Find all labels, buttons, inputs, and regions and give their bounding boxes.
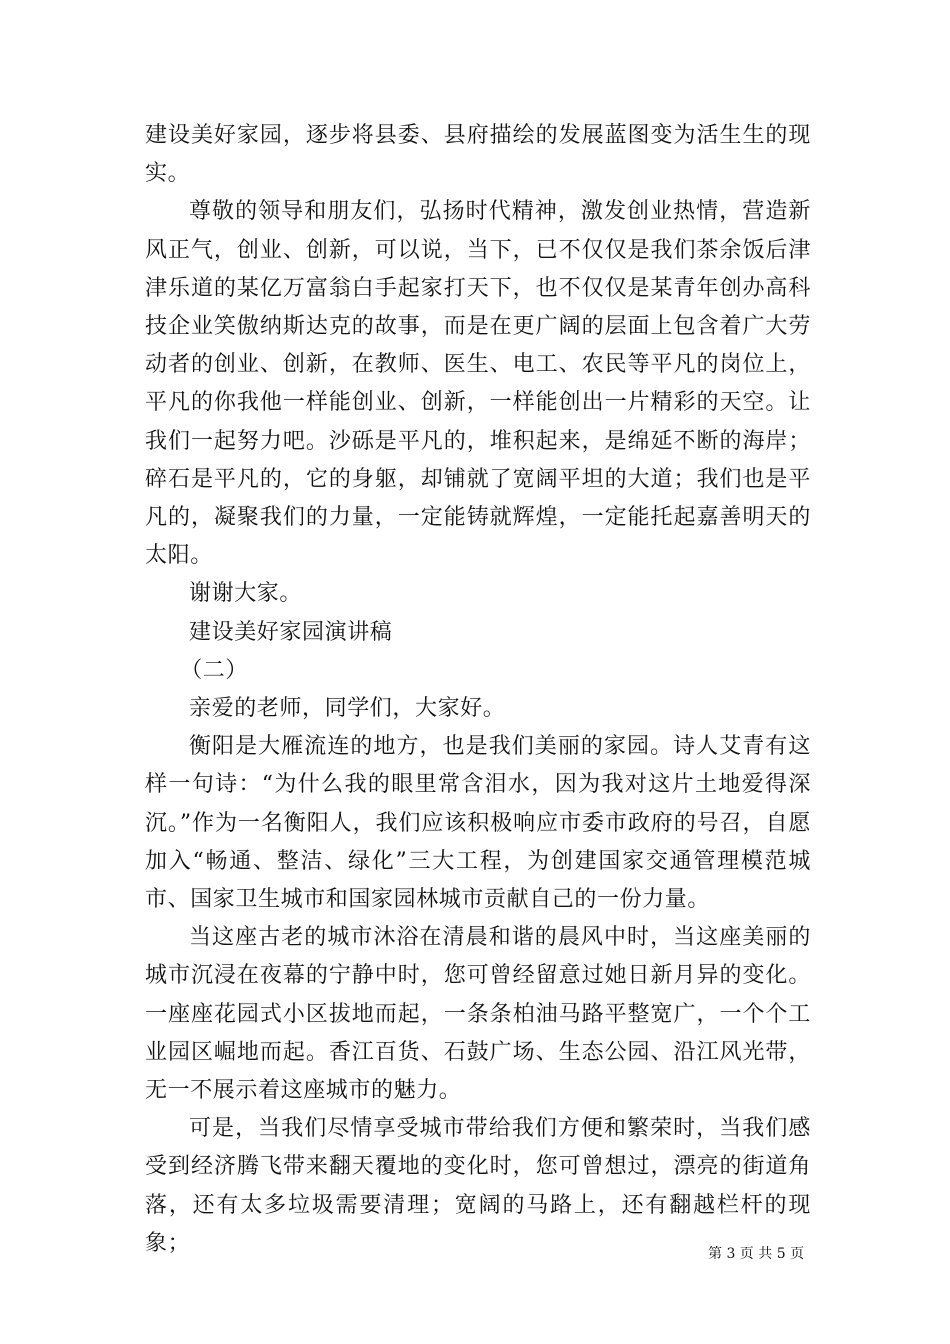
paragraph: 当这座古老的城市沐浴在清晨和谐的晨风中时，当这座美丽的城市沉浸在夜幕的宁静中时，您可曾经留意过她日新月异的变化。一座座花园式小区拔地而起，一条条柏油马路平整宽广，一个个工业园区崛地而起。香江百货、石鼓广场、生态公园、沿江风光带，无一不展示着这座城市的魅力。 <box>145 925 811 1104</box>
paragraph: 可是，当我们尽情享受城市带给我们方便和繁荣时，当我们感受到经济腾飞带来翻天覆地的变化时，您可曾想过，漂亮的街道角落，还有太多垃圾需要清理；宽阔的马路上，还有翻越栏杆的现象； <box>145 1116 811 1256</box>
section-title: 建设美好家园演讲稿 <box>189 619 393 645</box>
paragraph: 建设美好家园，逐步将县委、县府描绘的发展蓝图变为活生生的现实。 <box>145 123 811 187</box>
section-number: （二） <box>180 657 248 683</box>
paragraph: 亲爱的老师，同学们，大家好。 <box>189 696 506 722</box>
page-number-footer: 第 3 页 共 5 页 <box>708 1246 805 1262</box>
paragraph: 尊敬的领导和朋友们，弘扬时代精神，激发创业热情，营造新风正气，创业、创新，可以说，当下，已不仅仅是我们茶余饭后津津乐道的某亿万富翁白手起家打天下，也不仅仅是某青年创办高科技企业笑傲纳斯达克的故事，而是在更广阔的层面上包含着广大劳动者的创业、创新，在教师、医生、电工、农民等平凡的岗位上，平凡的你我他一样能创业、创新，一样能创出一片精彩的天空。让我们一起努力吧。沙砾是平凡的，堆积起来，是绵延不断的海岸；碎石是平凡的，它的身躯，却铺就了宽阔平坦的大道；我们也是平凡的，凝聚我们的力量，一定能铸就辉煌，一定能托起嘉善明天的太阳。 <box>145 199 811 569</box>
paragraph: 衡阳是大雁流连的地方，也是我们美丽的家园。诗人艾青有这样一句诗：“为什么我的眼里常含泪水，因为我对这片土地爱得深沉。”作为一名衡阳人，我们应该积极响应市委市政府的号召，自愿加入“畅通、整洁、绿化”三大工程，为创建国家交通管理模范城市、国家卫生城市和国家园林城市贡献自己的一份力量。 <box>145 734 811 913</box>
paragraph: 谢谢大家。 <box>189 581 303 607</box>
document-body <box>145 117 811 1263</box>
